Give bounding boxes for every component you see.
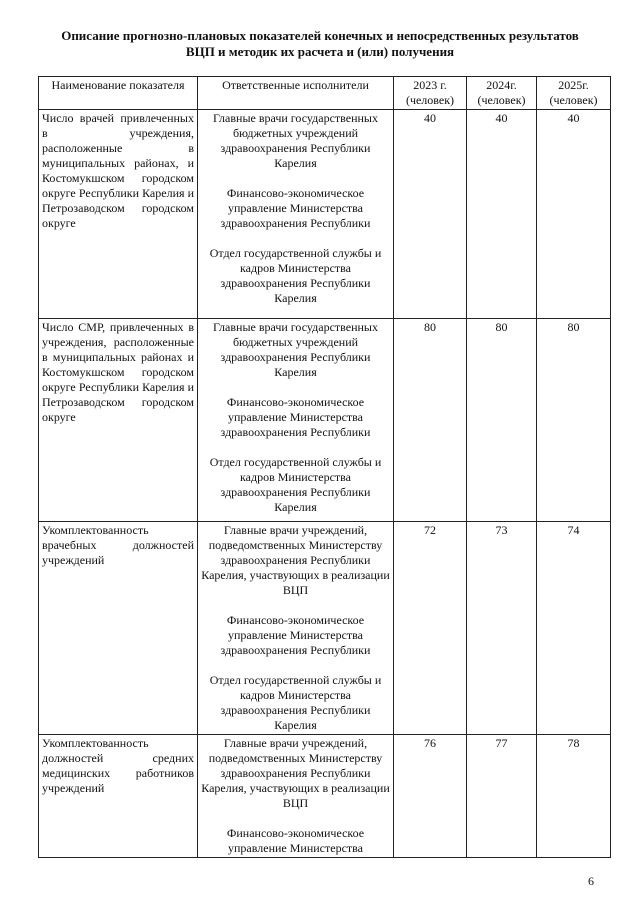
title-line-2: ВЦП и методик их расчета и (или) получения bbox=[185, 44, 455, 59]
header-2025: 2025г. (человек) bbox=[537, 77, 611, 110]
value-2024: 40 bbox=[467, 110, 537, 319]
value-2024: 80 bbox=[467, 319, 537, 522]
responsible-cell bbox=[198, 319, 394, 522]
responsible-item: Финансово-экономическое управление Министерства bbox=[226, 826, 365, 855]
header-responsible: Ответственные исполнители bbox=[198, 77, 394, 110]
indicator-name: Укомплектованность врачебных должностей учреждений bbox=[39, 522, 198, 735]
value-2023: 76 bbox=[394, 735, 467, 858]
responsible-cell bbox=[198, 110, 394, 319]
responsible-item: Главные врачи учреждений, подведомственных Министерству здравоохранения Республики Карелия, участвующих в реализации ВЦП bbox=[201, 736, 390, 810]
table-row bbox=[39, 110, 611, 319]
responsible-item: Главные врачи учреждений, подведомственных Министерству здравоохранения Республики Карелия, участвующих в реализации ВЦП bbox=[201, 523, 390, 597]
responsible-item: Главные врачи государственных бюджетных учреждений здравоохранения Республики Карелия bbox=[213, 320, 378, 379]
responsible-cell bbox=[198, 735, 394, 858]
responsible-item: Отдел государственной службы и кадров Министерства здравоохранения Республики Карелия bbox=[209, 455, 382, 514]
table-row bbox=[39, 735, 611, 858]
value-2023: 40 bbox=[394, 110, 467, 319]
table-row bbox=[39, 319, 611, 522]
indicator-name: Число СМР, привлеченных в учреждения, расположенные в муниципальных районах и Костомукшском городском округе Республики Карелия и Петрозаводском городском округе bbox=[39, 319, 198, 522]
page-number: 6 bbox=[588, 874, 594, 888]
responsible-item: Главные врачи государственных бюджетных учреждений здравоохранения Республики Карелия bbox=[213, 111, 378, 170]
responsible-item: Отдел государственной службы и кадров Министерства здравоохранения Республики Карелия bbox=[209, 673, 382, 732]
responsible-item: Отдел государственной службы и кадров Министерства здравоохранения Республики Карелия bbox=[209, 246, 382, 305]
value-2024: 77 bbox=[467, 735, 537, 858]
value-2023: 80 bbox=[394, 319, 467, 522]
value-2023: 72 bbox=[394, 522, 467, 735]
table-row bbox=[39, 522, 611, 735]
value-2025: 74 bbox=[537, 522, 611, 735]
indicator-name: Укомплектованность должностей средних медицинских работников учреждений bbox=[39, 735, 198, 858]
responsible-cell bbox=[198, 522, 394, 735]
value-2024: 73 bbox=[467, 522, 537, 735]
header-2023: 2023 г. (человек) bbox=[394, 77, 467, 110]
responsible-item: Финансово-экономическое управление Министерства здравоохранения Республики bbox=[220, 395, 371, 439]
document-title bbox=[30, 28, 610, 60]
responsible-item: Финансово-экономическое управление Министерства здравоохранения Республики bbox=[220, 186, 371, 230]
header-2024: 2024г. (человек) bbox=[467, 77, 537, 110]
table-header-row bbox=[39, 77, 611, 110]
value-2025: 80 bbox=[537, 319, 611, 522]
title-line-1: Описание прогнозно-плановых показателей конечных и непосредственных результатов bbox=[61, 28, 579, 43]
value-2025: 78 bbox=[537, 735, 611, 858]
responsible-item: Финансово-экономическое управление Министерства здравоохранения Республики bbox=[220, 613, 371, 657]
header-name: Наименование показателя bbox=[39, 77, 198, 110]
indicators-table bbox=[38, 76, 611, 858]
value-2025: 40 bbox=[537, 110, 611, 319]
indicator-name: Число врачей привлеченных в учреждения, расположенные в муниципальных районах, и Костомукшском городском округе Республики Карелия и Петрозаводском городском округе bbox=[39, 110, 198, 319]
